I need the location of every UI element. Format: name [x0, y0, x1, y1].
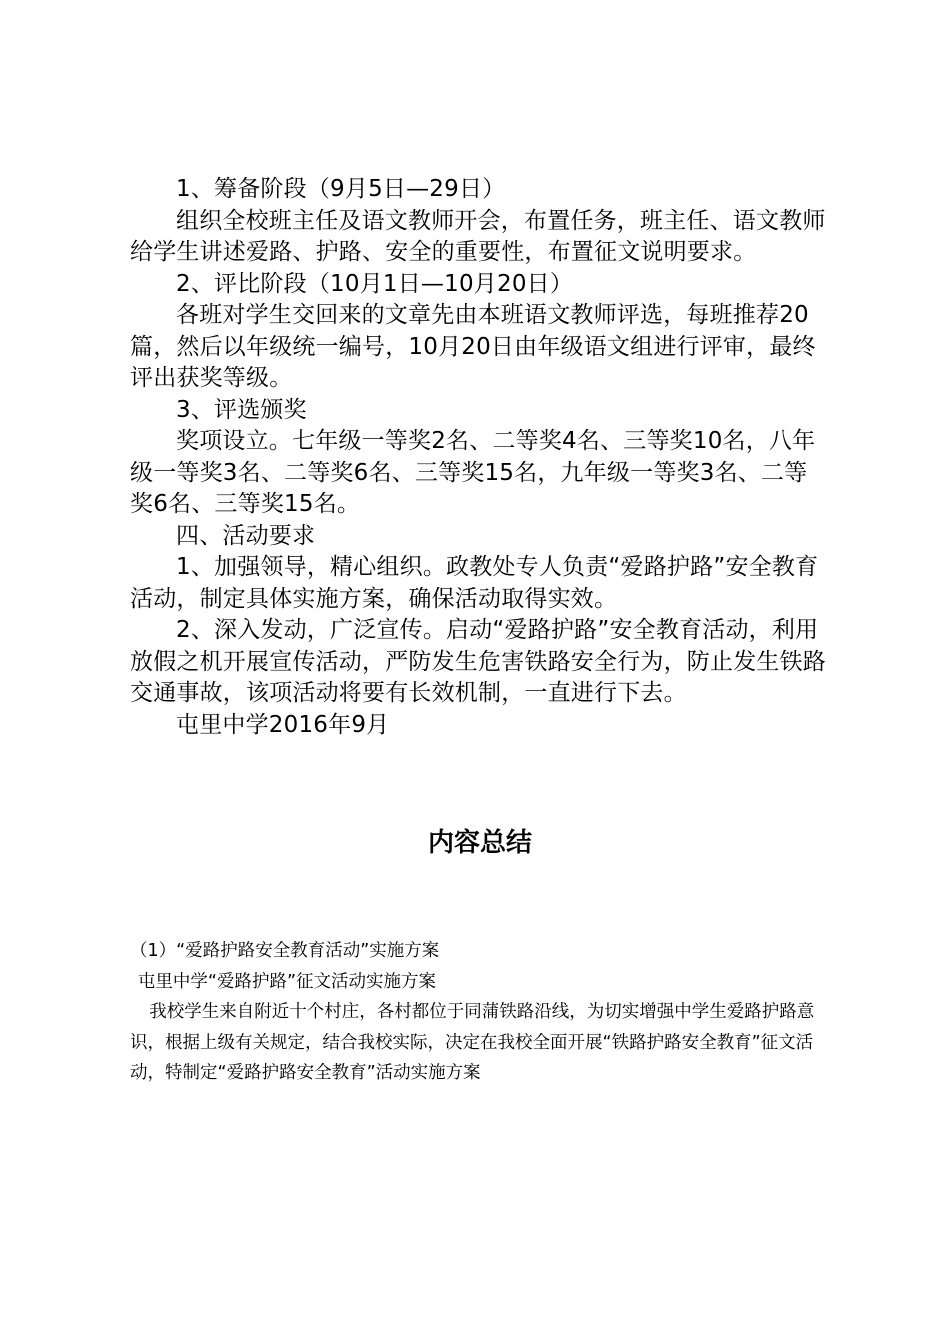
awards-paragraph: 奖项设立。七年级一等奖2名、二等奖4名、三等奖10名，八年级一等奖3名、二等奖6名、三等奖15名，九年级一等奖3名、二等奖6名、三等奖15名。 [130, 428, 816, 517]
stage-1-paragraph: 组织全校班主任及语文教师开会，布置任务，班主任、语文教师给学生讲述爱路、护路、安全的重要性，布置征文说明要求。 [130, 207, 826, 265]
stage-2-paragraph: 各班对学生交回来的文章先由本班语文教师评选，每班推荐20篇，然后以年级统一编号，10月20日由年级语文组进行评审，最终评出获奖等级。 [130, 302, 816, 391]
stage-3-heading: 3、评选颁奖 [176, 396, 307, 423]
signature-date: 屯里中学2016年9月 [176, 711, 390, 738]
requirement-2-paragraph: 2、深入发动，广泛宣传。启动“爱路护路”安全教育活动，利用放假之机开展宣传活动，严防发生危害铁路安全行为，防止发生铁路交通事故，该项活动将要有长效机制，一直进行下去。 [130, 617, 826, 706]
summary-body [130, 936, 820, 1089]
stage-1-heading: 1、筹备阶段（9月5日—29日） [176, 176, 506, 202]
requirement-1-paragraph: 1、加强领导，精心组织。政教处专人负责“爱路护路”安全教育活动，制定具体实施方案，确保活动取得实效。 [130, 554, 819, 612]
summary-title: 内容总结 [427, 828, 532, 858]
summary-line-3: 我校学生来自附近十个村庄，各村都位于同蒲铁路沿线，为切实增强中学生爱路护路意识，根据上级有关规定，结合我校实际，决定在我校全面开展“铁路护路安全教育”征文活动，特制定“爱路护路安全教育”活动实施方案 [130, 1002, 815, 1083]
requirements-heading: 四、活动要求 [176, 522, 316, 549]
document-body [130, 174, 830, 741]
summary-line-1: （1）“爱路护路安全教育活动”实施方案 [130, 941, 440, 961]
stage-2-heading: 2、评比阶段（10月1日—10月20日） [176, 270, 574, 297]
summary-line-2: 屯里中学“爱路护路”征文活动实施方案 [137, 971, 437, 992]
